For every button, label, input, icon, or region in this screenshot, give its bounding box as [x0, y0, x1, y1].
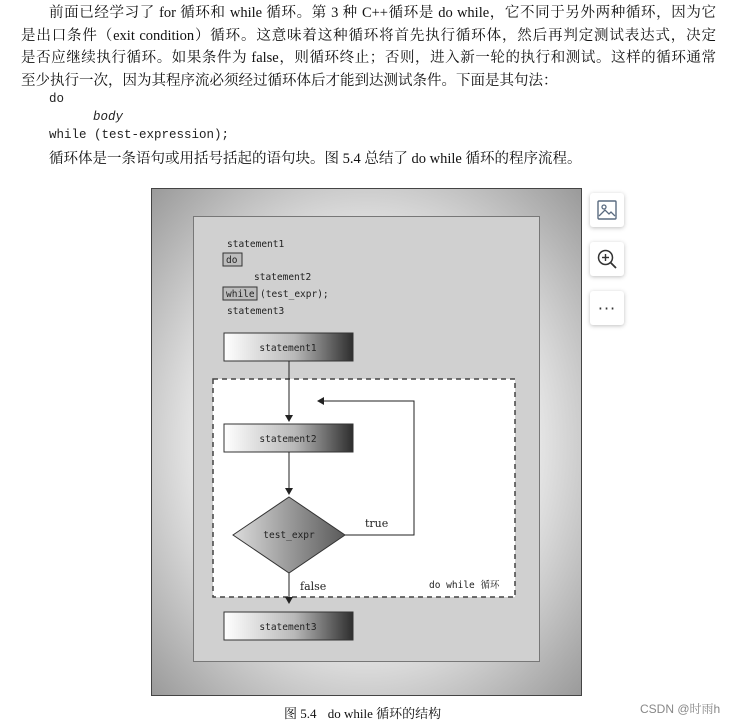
fig-diamond-label: test_expr	[263, 530, 315, 541]
intro-line-4: 至少执行一次，因为其程序流必须经过循环体后才能到达测试条件。下面是其句法：	[21, 72, 558, 89]
intro-line-3: 是否应继续执行循环。如果条件为 false，则循环终止；否则，进入新一轮的执行和测试。这样的循环通常	[21, 50, 716, 66]
body-paragraph: 循环体是一条语句或用括号括起的语句块。图 5.4 总结了 do while 循环的程序流程。	[49, 151, 582, 167]
zoom-in-button[interactable]	[590, 242, 624, 276]
syntax-body: body	[93, 110, 124, 124]
intro-paragraph	[21, 2, 716, 92]
caption-number: 图 5.4	[284, 706, 317, 721]
fig-false-label: false	[300, 580, 327, 593]
figure-caption	[284, 703, 441, 722]
fig-code-statement1: statement1	[227, 239, 285, 250]
image-icon	[596, 199, 618, 221]
intro-line-1: 前面已经学习了 for 循环和 while 循环。第 3 种 C++循环是 do while，它不同于另外两种循环，因为它	[49, 5, 716, 21]
fig-box-statement2-label: statement2	[259, 434, 317, 445]
caption-text: do while 循环的结构	[327, 706, 442, 721]
more-icon: ···	[597, 298, 617, 318]
fig-loop-label: do while 循环	[429, 580, 500, 591]
flowchart	[152, 189, 583, 697]
figure-5-4[interactable]	[151, 188, 582, 696]
more-options-button[interactable]	[590, 291, 624, 325]
fig-code-while: while	[226, 289, 255, 300]
fig-true-label: true	[365, 517, 389, 530]
fig-box-statement1-label: statement1	[259, 343, 317, 354]
fig-code-statement2: statement2	[254, 272, 312, 283]
fig-code-do: do	[226, 255, 238, 266]
intro-line-2: 是出口条件（exit condition）循环。这意味着这种循环将首先执行循环体，然后再判定测试表达式，决定	[21, 27, 716, 44]
fig-code-statement3: statement3	[227, 306, 285, 317]
view-image-button[interactable]	[590, 193, 624, 227]
syntax-do: do	[49, 92, 65, 106]
fig-box-statement3-label: statement3	[259, 622, 317, 633]
syntax-while: while (test-expression);	[49, 128, 230, 142]
fig-loop-region	[213, 379, 515, 597]
zoom-in-icon	[596, 248, 618, 270]
watermark: CSDN @时雨h	[640, 702, 721, 716]
fig-code-test: (test_expr);	[260, 289, 329, 300]
